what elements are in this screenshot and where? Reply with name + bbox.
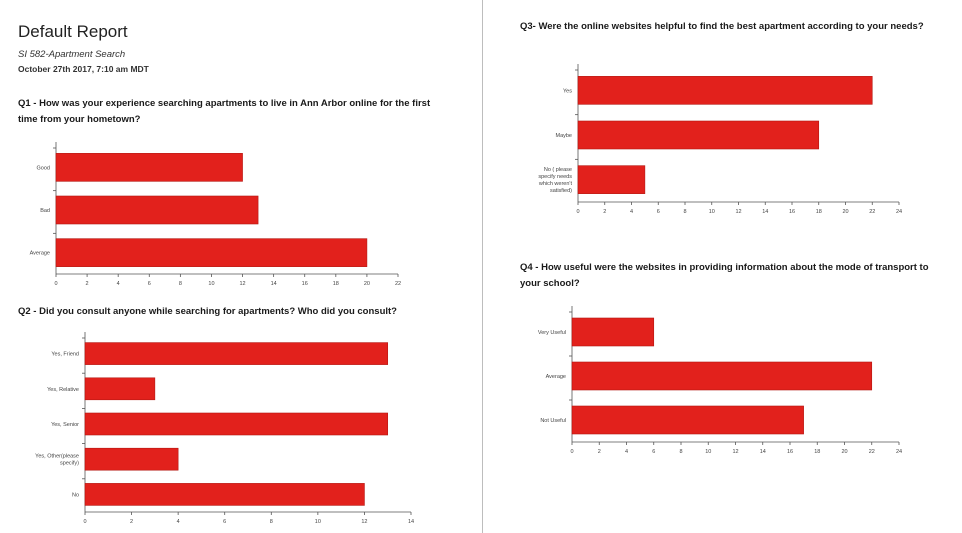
x-tick-label: 22: [394, 281, 402, 287]
category-label: Yes, Friend: [51, 351, 79, 358]
x-tick-label: 16: [301, 281, 308, 287]
bar-q3-3: [578, 166, 645, 194]
bar-q1-1: [56, 153, 243, 181]
category-label: Average: [545, 374, 566, 380]
x-tick-label: 12: [239, 281, 246, 287]
x-tick-label: 2: [603, 209, 607, 215]
x-tick-label: 2: [85, 281, 89, 287]
category-label: Yes, Other(please specify): [35, 453, 79, 467]
bar-q3-1: [578, 76, 872, 104]
q3-bar-chart: [483, 64, 962, 219]
x-tick-label: 0: [54, 281, 58, 287]
x-tick-label: 14: [759, 449, 766, 455]
x-tick-label: 8: [269, 519, 273, 525]
x-tick-label: 6: [223, 519, 227, 525]
bar-q3-2: [578, 121, 819, 149]
category-label: Bad: [40, 208, 50, 214]
x-tick-label: 22: [869, 209, 876, 215]
x-tick-label: 12: [361, 519, 368, 525]
category-label: No ( please specify needs which weren't satisfied): [538, 167, 572, 195]
x-tick-label: 18: [815, 209, 822, 215]
x-tick-label: 2: [130, 519, 134, 525]
category-label: No: [71, 492, 79, 499]
x-tick-label: 20: [842, 209, 849, 215]
bar-q4-1: [572, 318, 654, 346]
report-subtitle: SI 582-Apartment Search: [18, 49, 126, 60]
report-date: October 27th 2017, 7:10 am MDT: [18, 64, 149, 74]
category-label: Not Useful: [540, 418, 566, 424]
report-title: Default Report: [18, 22, 128, 41]
bar-q2-1: [85, 343, 388, 365]
x-tick-label: 4: [116, 281, 120, 287]
x-tick-label: 20: [363, 281, 370, 287]
bar-q1-2: [56, 196, 258, 224]
x-tick-label: 0: [570, 449, 574, 455]
x-tick-label: 8: [683, 209, 687, 215]
x-tick-label: 14: [270, 281, 277, 287]
x-tick-label: 10: [705, 449, 712, 455]
bar-q2-2: [85, 378, 155, 400]
x-tick-label: 6: [652, 449, 656, 455]
x-tick-label: 10: [708, 209, 715, 215]
q1-bar-chart: [0, 140, 480, 300]
x-tick-label: 8: [679, 449, 683, 455]
x-tick-label: 4: [624, 449, 629, 455]
category-label: Yes: [563, 88, 572, 95]
category-label: Average: [29, 250, 50, 257]
x-tick-label: 14: [407, 519, 415, 525]
bar-q2-5: [85, 483, 364, 505]
category-label: Maybe: [555, 133, 572, 139]
x-tick-label: 24: [895, 209, 903, 215]
q3-question: Q3- Were the online websites helpful to find the best apartment according to your needs?: [520, 21, 924, 32]
x-tick-label: 6: [147, 281, 151, 287]
bar-q2-4: [85, 448, 178, 470]
q1-question: Q1 - How was your experience searching apartments to live in Ann Arbor online for the first time from your hometown?: [18, 98, 431, 125]
x-tick-label: 4: [629, 209, 634, 215]
x-tick-label: 16: [786, 449, 794, 455]
q4-bar-chart: [483, 304, 962, 459]
x-tick-label: 4: [176, 519, 180, 525]
x-tick-label: 10: [314, 519, 321, 525]
bar-q1-3: [56, 239, 367, 267]
x-tick-label: 6: [656, 209, 660, 215]
x-tick-label: 20: [841, 449, 848, 455]
q4-question: Q4 - How useful were the websites in providing information about the mode of transport to your school?: [520, 262, 929, 289]
x-tick-label: 18: [332, 281, 339, 287]
x-tick-label: 2: [597, 449, 601, 455]
category-label: Good: [36, 165, 50, 172]
bar-q4-3: [572, 406, 804, 434]
category-label: Yes, Relative: [47, 386, 79, 393]
x-tick-label: 24: [895, 449, 903, 455]
x-tick-label: 10: [208, 281, 215, 287]
category-label: Very Useful: [537, 330, 566, 336]
x-tick-label: 12: [732, 449, 739, 455]
x-tick-label: 22: [868, 449, 875, 455]
x-tick-label: 18: [814, 449, 821, 455]
category-label: Yes, Senior: [51, 422, 79, 428]
q2-bar-chart: [0, 334, 480, 529]
bar-q4-2: [572, 362, 872, 390]
q2-question: Q2 - Did you consult anyone while searching for apartments? Who did you consult?: [18, 306, 397, 317]
x-tick-label: 0: [576, 209, 580, 215]
x-tick-label: 8: [178, 281, 182, 287]
bar-q2-3: [85, 413, 388, 435]
x-tick-label: 12: [735, 209, 742, 215]
x-tick-label: 16: [788, 209, 796, 215]
x-tick-label: 14: [762, 209, 769, 215]
x-tick-label: 0: [83, 519, 87, 525]
